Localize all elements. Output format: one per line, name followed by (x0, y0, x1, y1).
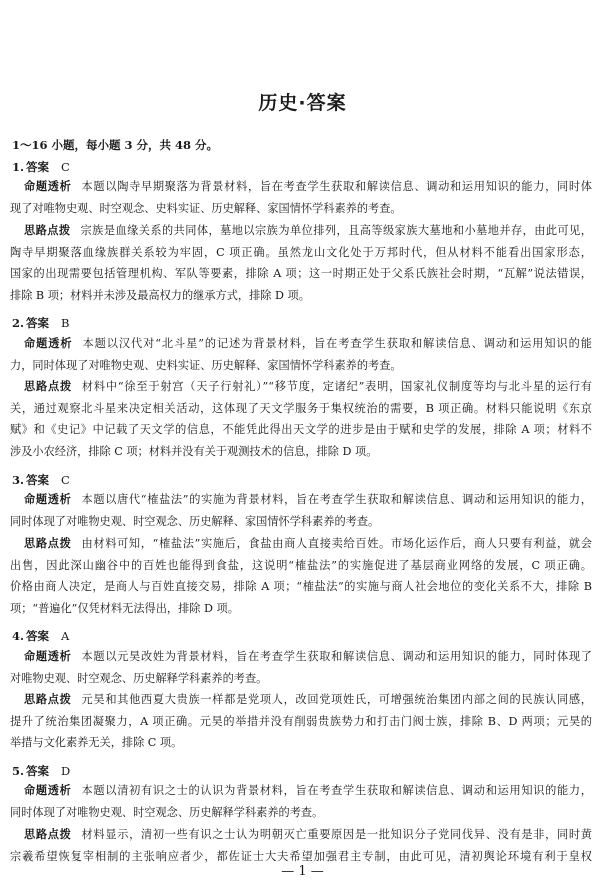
page-title: 历史·答案 (258, 92, 347, 114)
answer-label: 答案 (26, 764, 50, 778)
approach-5: 思路点拨 材料显示，清初一些有识之士认为明朝灭亡重要原因是一批知识分子党同伐异、没有是非，同时黄 宗羲希望恢复宰相制的主张响应者少，都佐证士大夫希望加强君主专制，由此可见，清初舆论环境有利于皇权 (10, 828, 592, 863)
approach-label: 思路点拨 (24, 828, 72, 841)
approach-4: 思路点拨 元昊和其他西夏大贵族一样都是党项人，改回党项姓氏，可增强统治集团内部之间的民族认同感， 提升了统治集团凝聚力，A 项正确。元昊的举措并没有削弱贵族势力和打击门阀士族，排除 B、D 两项；元昊的 举措与文化素养无关，排除 C 项。 (10, 693, 592, 749)
answer-1 (12, 159, 70, 175)
answer-label: 答案 (26, 160, 50, 174)
analysis-1: 命题透析 本题以陶寺早期聚落为背景材料，旨在考查学生获取和解读信息、调动和运用知识的能力，同时体 现了对唯物史观、时空观念、史料实证、历史解释、家国情怀学科素养的考查。 (10, 180, 592, 215)
answer-label: 答案 (26, 316, 50, 330)
question-number: 4. (12, 629, 25, 643)
question-number: 5. (12, 764, 25, 778)
approach-label: 思路点拨 (24, 380, 72, 393)
answer-5 (12, 763, 70, 779)
answer-4 (12, 628, 69, 644)
analysis-5: 命题透析 本题以清初有识之士的认识为背景材料，旨在考查学生获取和解读信息、调动和运用知识的能力， 同时体现了对唯物史观、时空观念、历史解释学科素养的考查。 (10, 784, 592, 819)
section-summary: 1～16 小题，每小题 3 分，共 48 分。 (12, 138, 219, 152)
approach-2: 思路点拨 材料中“徐至于射宫（天子行射礼）”“移节度，定诸纪”表明，国家礼仪制度等均与北斗星的运行有 关，通过观察北斗星来决定相关活动，这体现了天文学服务于集权统治的需要，B 项正确。材料只能说明《东京 赋》和《史记》中记载了天文学的信息，不能凭此得出天文学的进步是由于赋和史学的发展，排除 A 项；材料不 涉及小农经济，排除 C 项；材料并没有关于观测技术的信息，排除 D 项。 (10, 380, 592, 458)
approach-3: 思路点拨 由材料可知，“榷盐法”实施后，食盐由商人直接卖给百姓。市场化运作后，商人只要有利益，就会 出售，因此深山幽谷中的百姓也能得到食盐，这说明“榷盐法”的实施促进了基层商业网络的发展，C 项正确。 价格由商人决定，是商人与百姓直接交易，排除 A 项；“榷盐法”的实施与商人社会地位的变化关系不大，排除 B 项；“普遍化”仅凭材料无法得出，排除 D 项。 (10, 537, 592, 615)
answer-label: 答案 (26, 473, 50, 487)
answer-value: C (61, 160, 70, 174)
answer-value: D (61, 764, 71, 778)
answer-value: A (61, 629, 70, 643)
approach-1: 思路点拨 宗族是血缘关系的共同体，墓地以宗族为单位排列，且高等级家族大墓地和小墓地并存，由此可见， 陶寺早期聚落血缘族群关系较为牢固，C 项正确。虽然龙山文化处于万邦时代，但从材料不能看出国家形态， 国家的出现需要包括管理机构、军队等要素，排除 A 项；这一时期正处于父系氏族社会时期，“瓦解”说法错误， 排除 B 项；材料并未涉及最高权力的继承方式，排除 D 项。 (10, 224, 592, 302)
answer-value: C (61, 473, 70, 487)
approach-label: 思路点拨 (24, 693, 72, 706)
approach-label: 思路点拨 (24, 224, 71, 237)
question-number: 2. (12, 316, 25, 330)
analysis-label: 命题透析 (24, 493, 72, 506)
question-number: 1. (12, 160, 25, 174)
analysis-4: 命题透析 本题以元昊改姓为背景材料，旨在考查学生获取和解读信息、调动和运用知识的能力，同时体现了 对唯物史观、时空观念、历史解释学科素养的考查。 (10, 650, 592, 685)
analysis-label: 命题透析 (24, 180, 72, 193)
question-number: 3. (12, 473, 25, 487)
answer-label: 答案 (26, 629, 50, 643)
analysis-label: 命题透析 (24, 650, 72, 663)
answer-3 (12, 472, 70, 488)
analysis-label: 命题透析 (24, 784, 72, 797)
analysis-3: 命题透析 本题以唐代“榷盐法”的实施为背景材料，旨在考查学生获取和解读信息、调动和运用知识的能力， 同时体现了对唯物史观、时空观念、历史解释、家国情怀学科素养的考查。 (10, 493, 592, 528)
analysis-2: 命题透析 本题以汉代对“北斗星”的记述为背景材料，旨在考查学生获取和解读信息、调动和运用知识的能 力，同时体现了对唯物史观、史料实证、历史解释、家国情怀学科素养的考查。 (10, 337, 592, 372)
page-number: — 1 — (281, 864, 324, 879)
approach-label: 思路点拨 (24, 537, 72, 550)
analysis-label: 命题透析 (24, 337, 73, 350)
answer-value: B (61, 316, 70, 330)
answer-2 (12, 315, 69, 331)
